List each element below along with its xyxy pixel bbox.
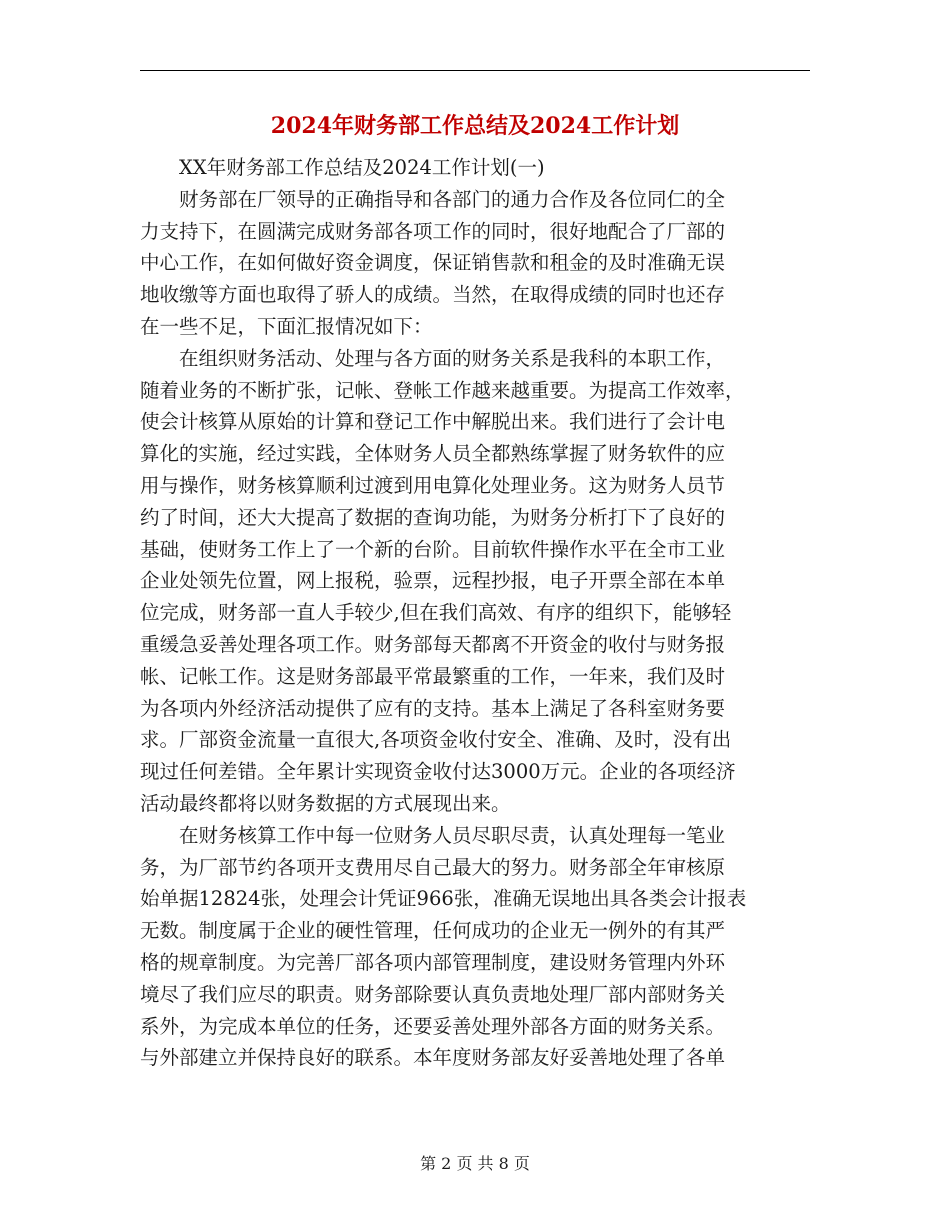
header-rule (140, 70, 810, 71)
body-line: 在一些不足，下面汇报情况如下： (140, 314, 433, 338)
body-line: 与外部建立并保持良好的联系。本年度财务部友好妥善地处理了各单 (140, 1046, 726, 1070)
body-line: 现过任何差错。全年累计实现资金收付达3000万元。企业的各项经济 (140, 760, 736, 784)
body-line: 中心工作，在如何做好资金调度，保证销售款和租金的及时准确无误 (140, 251, 726, 275)
body-line: 格的规章制度。为完善厂部各项内部管理制度，建设财务管理内外环 (140, 950, 726, 974)
body-line: 在财务核算工作中每一位财务人员尽职尽责，认真处理每一笔业 (140, 823, 726, 847)
body-line: XX年财务部工作总结及2024工作计划(一) (140, 156, 545, 179)
body-line: 地收缴等方面也取得了骄人的成绩。当然，在取得成绩的同时也还存 (140, 283, 726, 307)
body-line: 求。厂部资金流量一直很大,各项资金收付安全、准确、及时，没有出 (140, 728, 732, 752)
body-line: 重缓急妥善处理各项工作。财务部每天都离不开资金的收付与财务报 (140, 632, 726, 656)
body-line: 算化的实施，经过实践，全体财务人员全都熟练掌握了财务软件的应 (140, 442, 726, 466)
body-line: 为各项内外经济活动提供了应有的支持。基本上满足了各科室财务要 (140, 696, 726, 720)
body-line: 位完成，财务部一直人手较少,但在我们高效、有序的组织下，能够轻 (140, 601, 732, 625)
body-line: 活动最终都将以财务数据的方式展现出来。 (140, 791, 511, 815)
body-line: 用与操作，财务核算顺利过渡到用电算化处理业务。这为财务人员节 (140, 473, 726, 497)
body-line: 力支持下，在圆满完成财务部各项工作的同时，很好地配合了厂部的 (140, 219, 726, 243)
body-line: 无数。制度属于企业的硬性管理，任何成功的企业无一例外的有其严 (140, 919, 726, 943)
body-line: 企业处领先位置，网上报税，验票，远程抄报，电子开票全部在本单 (140, 569, 726, 593)
body-line: 约了时间，还大大提高了数据的查询功能，为财务分析打下了良好的 (140, 505, 726, 529)
body-line: 随着业务的不断扩张，记帐、登帐工作越来越重要。为提高工作效率， (140, 378, 745, 402)
body-line: 使会计核算从原始的计算和登记工作中解脱出来。我们进行了会计电 (140, 410, 726, 434)
body-line: 帐、记帐工作。这是财务部最平常最繁重的工作，一年来，我们及时 (140, 664, 726, 688)
body-line: 务，为厂部节约各项开支费用尽自己最大的努力。财务部全年审核原 (140, 855, 726, 879)
body-line: 系外，为完成本单位的任务，还要妥善处理外部各方面的财务关系。 (140, 1014, 726, 1038)
document-title: 2024年财务部工作总结及2024工作计划 (270, 113, 680, 139)
body-line: 基础，使财务工作上了一个新的台阶。目前软件操作水平在全市工业 (140, 537, 726, 561)
body-line: 境尽了我们应尽的职责。财务部除要认真负责地处理厂部内部财务关 (140, 982, 726, 1006)
page-number-footer: 第 2 页 共 8 页 (420, 1154, 530, 1173)
body-line: 始单据12824张，处理会计凭证966张，准确无误地出具各类会计报表 (140, 887, 747, 911)
document-body (140, 152, 810, 1074)
body-line: 在组织财务活动、处理与各方面的财务关系是我科的本职工作， (140, 346, 726, 370)
body-line: 财务部在厂领导的正确指导和各部门的通力合作及各位同仁的全 (140, 187, 726, 211)
